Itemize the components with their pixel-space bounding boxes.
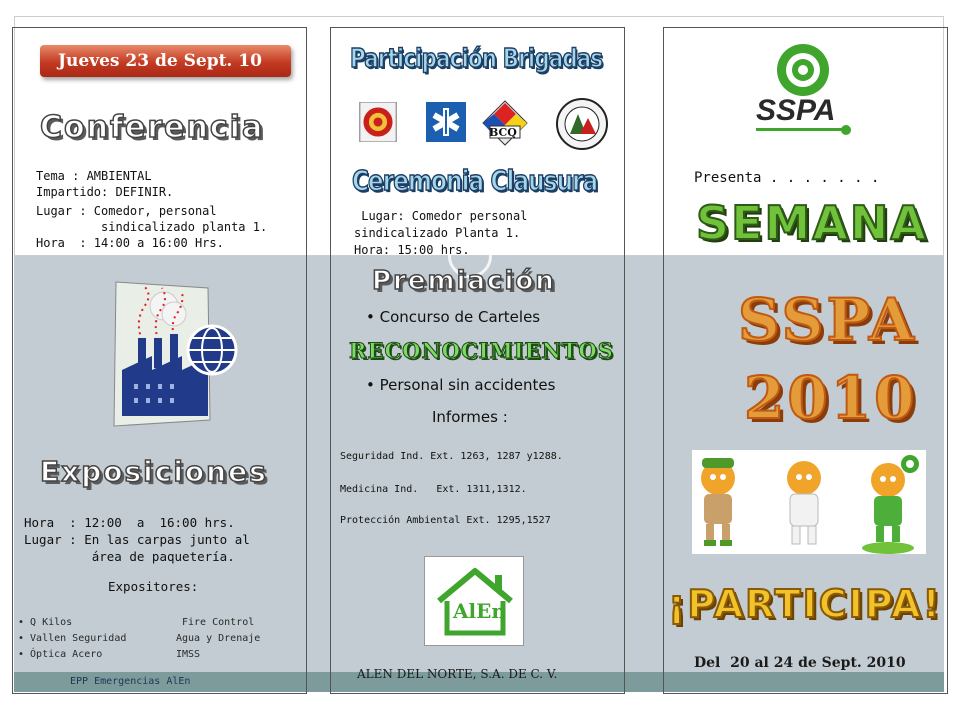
conf-place-cont: sindicalizado planta 1. [36,220,268,234]
informes-label: Informes : [432,408,508,426]
mascot-figures-icon [692,450,926,554]
cer-time: Hora: 15:00 hrs. [354,243,470,257]
exposiciones-title: Exposiciones [40,455,268,488]
expo-place-cont: área de paquetería. [24,549,235,564]
conf-speaker: Impartido: DEFINIR. [36,185,174,199]
medical-star-icon [426,102,466,142]
cer-place-cont: sindicalizado Planta 1. [354,226,521,240]
event-dates: Del 20 al 24 de Sept. 2010 [694,655,906,671]
exhibitor-item: Fire Control [182,617,255,628]
concurso-item: • Concurso de Carteles [366,308,541,326]
semana-title: SEMANA [696,196,929,250]
mascots-image [692,450,926,554]
mascot-2 [787,461,821,544]
conf-time: Hora : 14:00 a 16:00 Hrs. [36,236,224,250]
expositores-label: Expositores: [108,579,199,594]
cer-place: Lugar: Comedor personal [354,209,528,223]
informes-seguridad: Seguridad Ind. Ext. 1263, 1287 y1288. [340,451,563,462]
sspa-logo [748,34,858,144]
exhibitors-right-list [176,615,260,663]
rescue-brigade-badge-icon [556,98,608,150]
reconocimientos-title: RECONOCIMIENTOS [349,338,614,363]
ceremonia-title: Ceremonia Clausura [352,164,598,197]
conferencia-title: Conferencia [40,110,265,145]
firefighter-badge-icon [358,102,398,142]
sspa-logo-text: SSPA [756,94,836,127]
expo-info [24,514,250,565]
participa-title: ¡PARTICIPA! [668,582,942,626]
factory-globe-icon [112,280,242,430]
ceremony-info [354,208,527,259]
conference-info [36,168,267,251]
exhibitor-item: Agua y Drenaje [176,633,261,644]
presenta-text: Presenta . . . . . . . [694,170,880,186]
premiacion-title: Premiación [372,266,556,296]
expo-place: Lugar : En las carpas junto al [24,532,250,547]
alen-logo [424,556,524,646]
mascot-1 [701,458,735,546]
personal-item: • Personal sin accidentes [366,376,556,394]
informes-medicina: Medicina Ind. Ext. 1311,1312. [340,484,527,495]
date-badge: Jueves 23 de Sept. 10 [40,45,291,77]
year-title: 2010 [744,364,918,432]
expo-time: Hora : 12:00 a 16:00 hrs. [24,515,235,530]
exhibitor-item: • Óptica Acero [18,649,103,660]
company-name: ALEN DEL NORTE, S.A. DE C. V. [357,667,558,681]
exhibitor-item: IMSS [176,649,201,660]
hazard-diamond-icon [482,100,528,146]
bcq-label: BCQ [489,126,517,139]
sspa-title: SSPA [738,286,917,354]
mascot-3 [862,455,919,554]
exhibitor-item: • Vallen Seguridad [18,633,127,644]
exhibitor-item: • Q Kilos [18,617,73,628]
informes-ambiental: Protección Ambiental Ext. 1295,1527 [340,515,551,526]
conf-place: Lugar : Comedor, personal [36,204,217,218]
brigadas-title: Participación Brigadas [350,44,603,74]
alen-logo-text: AlEn [453,599,506,623]
exhibitors-left-list [18,615,126,663]
exhibitor-bottom: EPP Emergencias AlEn [70,676,191,687]
conf-topic: Tema : AMBIENTAL [36,169,152,183]
